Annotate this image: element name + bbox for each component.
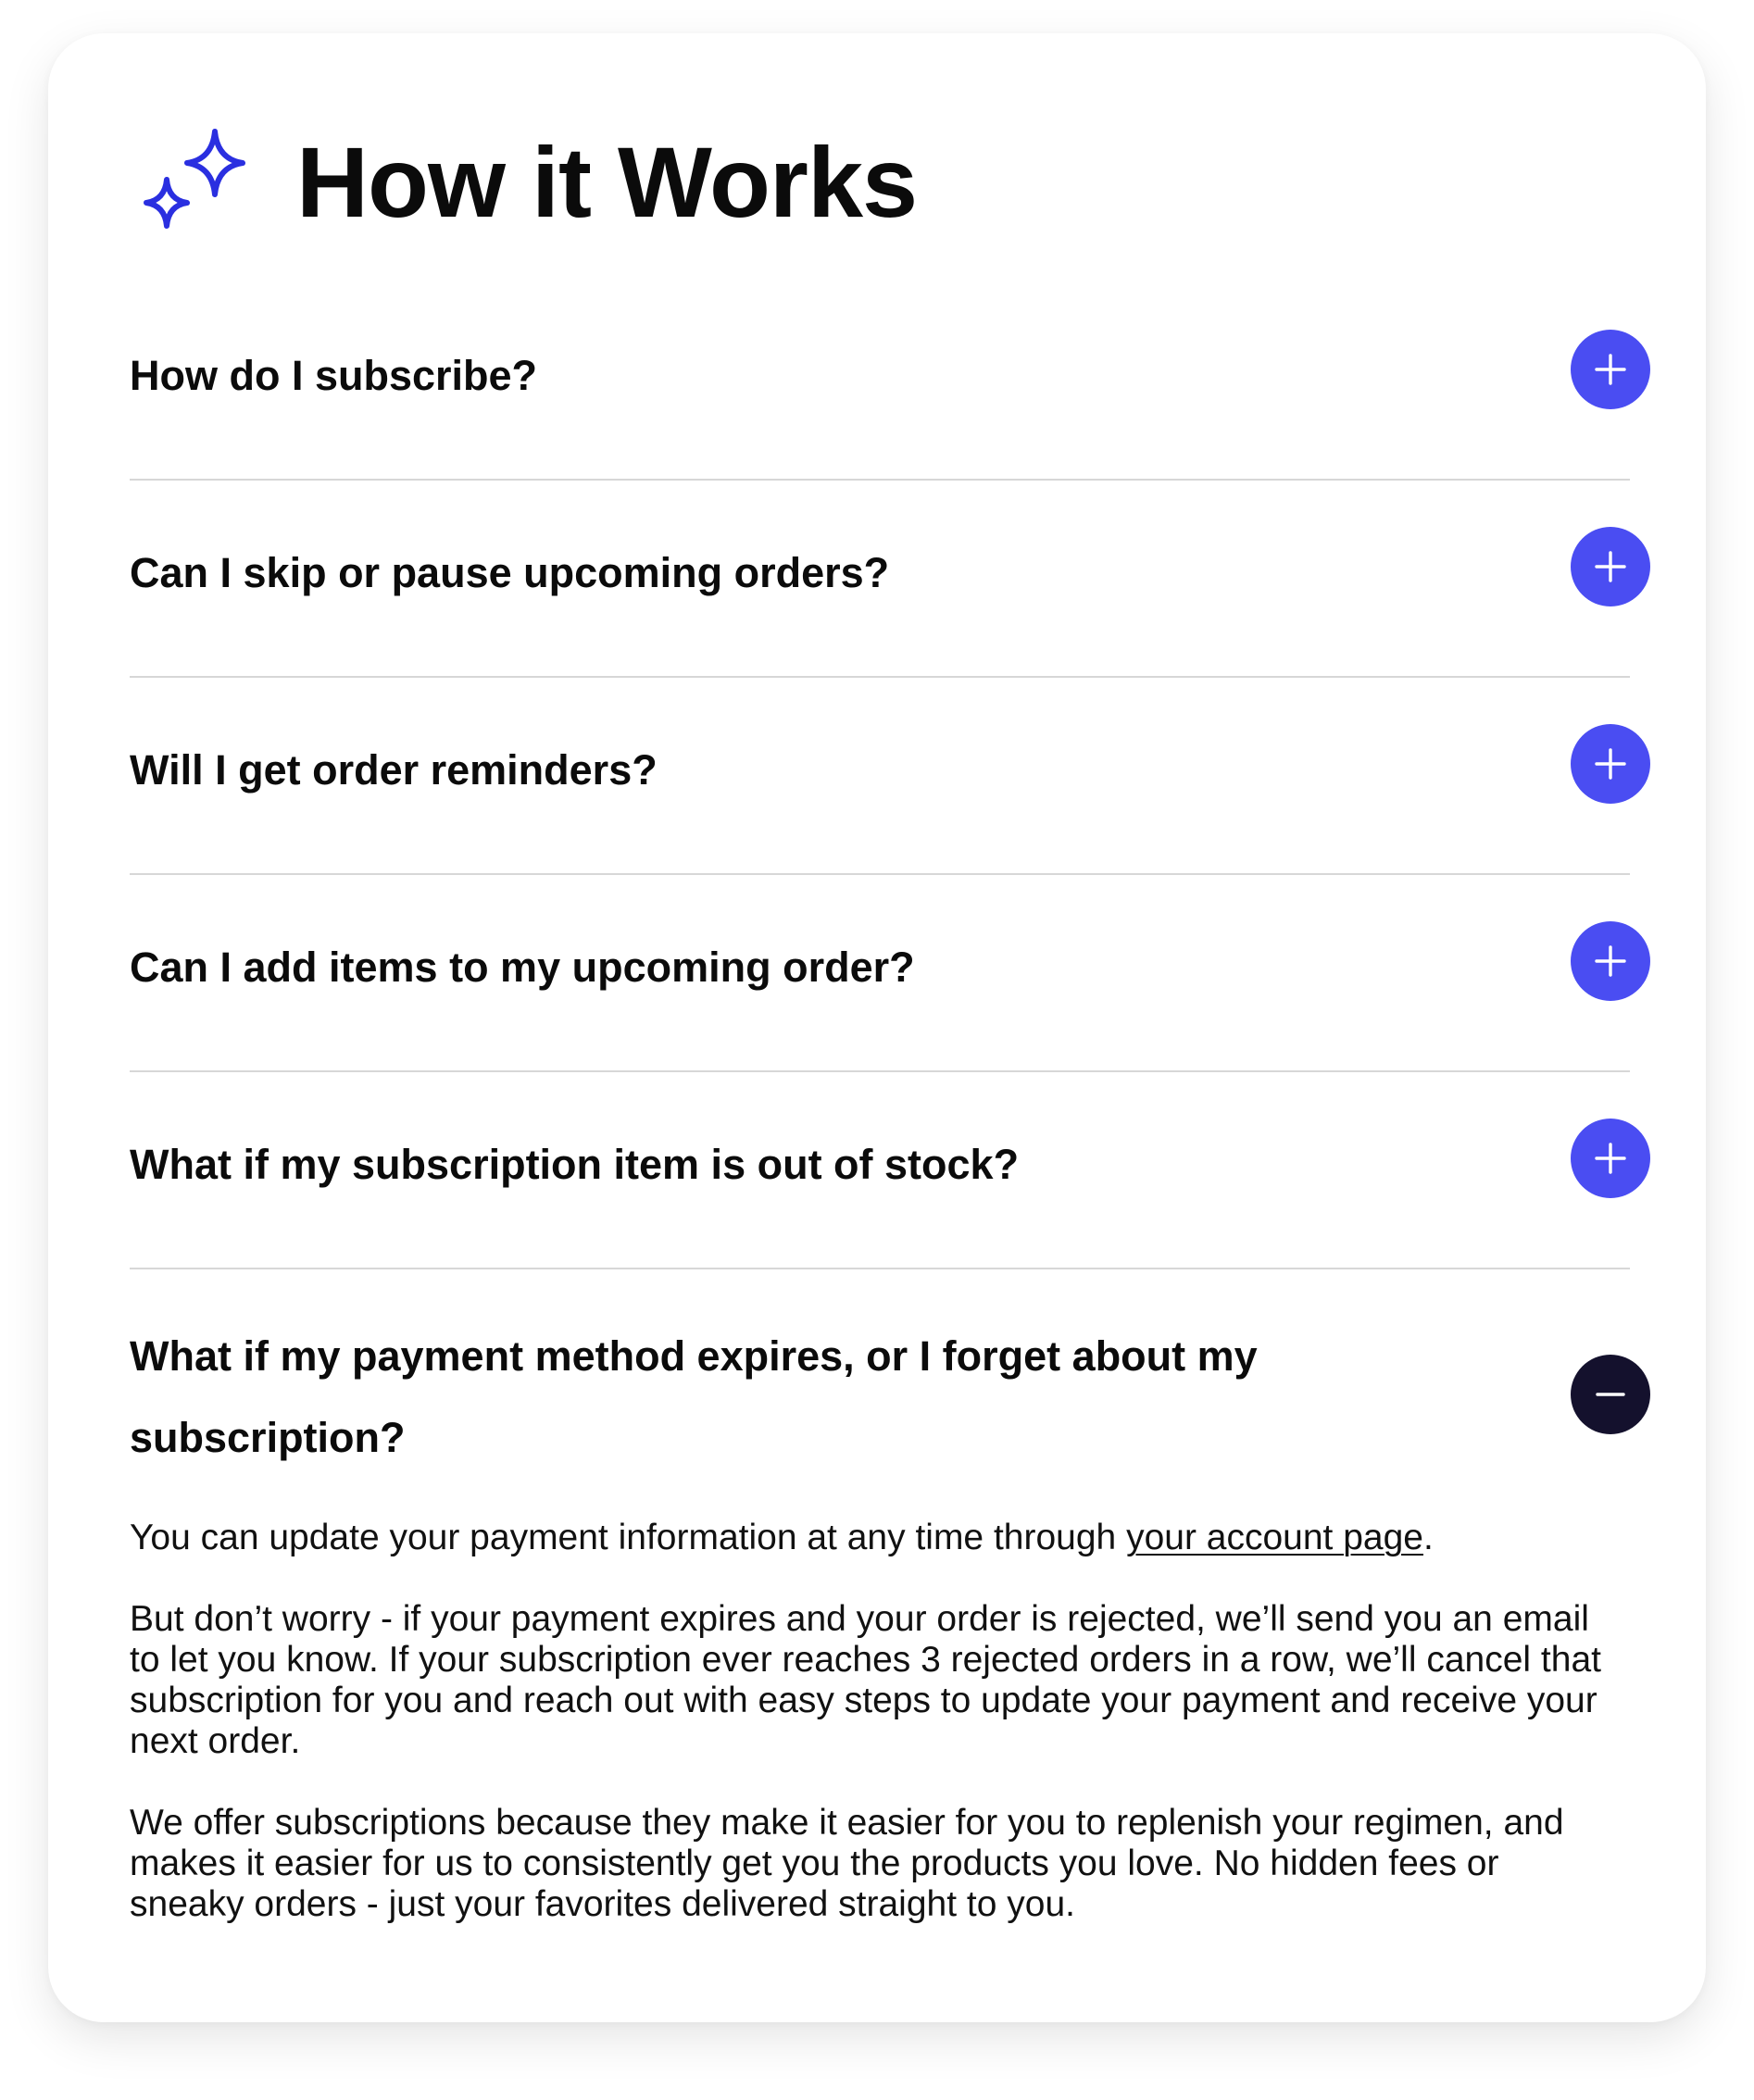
faq-item-expanded[interactable] [130, 1269, 1630, 1925]
faq-item[interactable] [130, 678, 1630, 875]
collapse-button[interactable] [1571, 1355, 1650, 1434]
faq-question[interactable]: What if my subscription item is out of stock? [130, 1141, 1020, 1188]
answer-paragraph [130, 1518, 1611, 1558]
answer-paragraph: But don’t worry - if your payment expires and your order is rejected, we’ll send you an email to let you know. If your subscription ever reaches 3 rejected orders in a row, we’ll cancel that subscription for you and reach out with easy steps to update your payment and receive your next order. [130, 1599, 1601, 1761]
faq-answer [130, 1518, 1611, 1925]
plus-icon [1593, 944, 1628, 979]
plus-icon [1593, 1141, 1628, 1176]
faq-list [130, 283, 1630, 1966]
expand-button[interactable] [1571, 527, 1650, 606]
page-title: How it Works [296, 126, 918, 238]
answer-text-end: . [1422, 1518, 1434, 1557]
plus-icon [1593, 352, 1628, 387]
faq-question[interactable]: Will I get order reminders? [130, 746, 658, 794]
faq-question[interactable]: How do I subscribe? [130, 352, 538, 399]
faq-question[interactable]: Can I add items to my upcoming order? [130, 944, 915, 991]
faq-item[interactable] [130, 481, 1630, 678]
faq-item[interactable] [130, 875, 1630, 1072]
plus-icon [1593, 549, 1628, 584]
faq-question[interactable]: Can I skip or pause upcoming orders? [130, 549, 890, 596]
answer-paragraph: We offer subscriptions because they make it easier for you to replenish your regimen, and makes it easier for us to consistently get you the products you love. No hidden fees or sneaky orders - just your favorites delivered straight to you. [130, 1803, 1564, 1924]
faq-item[interactable] [130, 1072, 1630, 1269]
expand-button[interactable] [1571, 724, 1650, 804]
faq-question[interactable]: What if my payment method expires, or I forget about my subscription? [130, 1332, 1258, 1461]
account-page-link[interactable]: your account page [1126, 1518, 1423, 1557]
expand-button[interactable] [1571, 1119, 1650, 1198]
sparkle-icon [141, 122, 261, 243]
answer-text: You can update your payment information at any time through [130, 1518, 1127, 1557]
faq-card [48, 33, 1706, 2022]
faq-item[interactable] [130, 283, 1630, 481]
minus-icon [1593, 1377, 1628, 1412]
header [141, 104, 917, 261]
expand-button[interactable] [1571, 921, 1650, 1001]
plus-icon [1593, 746, 1628, 781]
expand-button[interactable] [1571, 330, 1650, 409]
